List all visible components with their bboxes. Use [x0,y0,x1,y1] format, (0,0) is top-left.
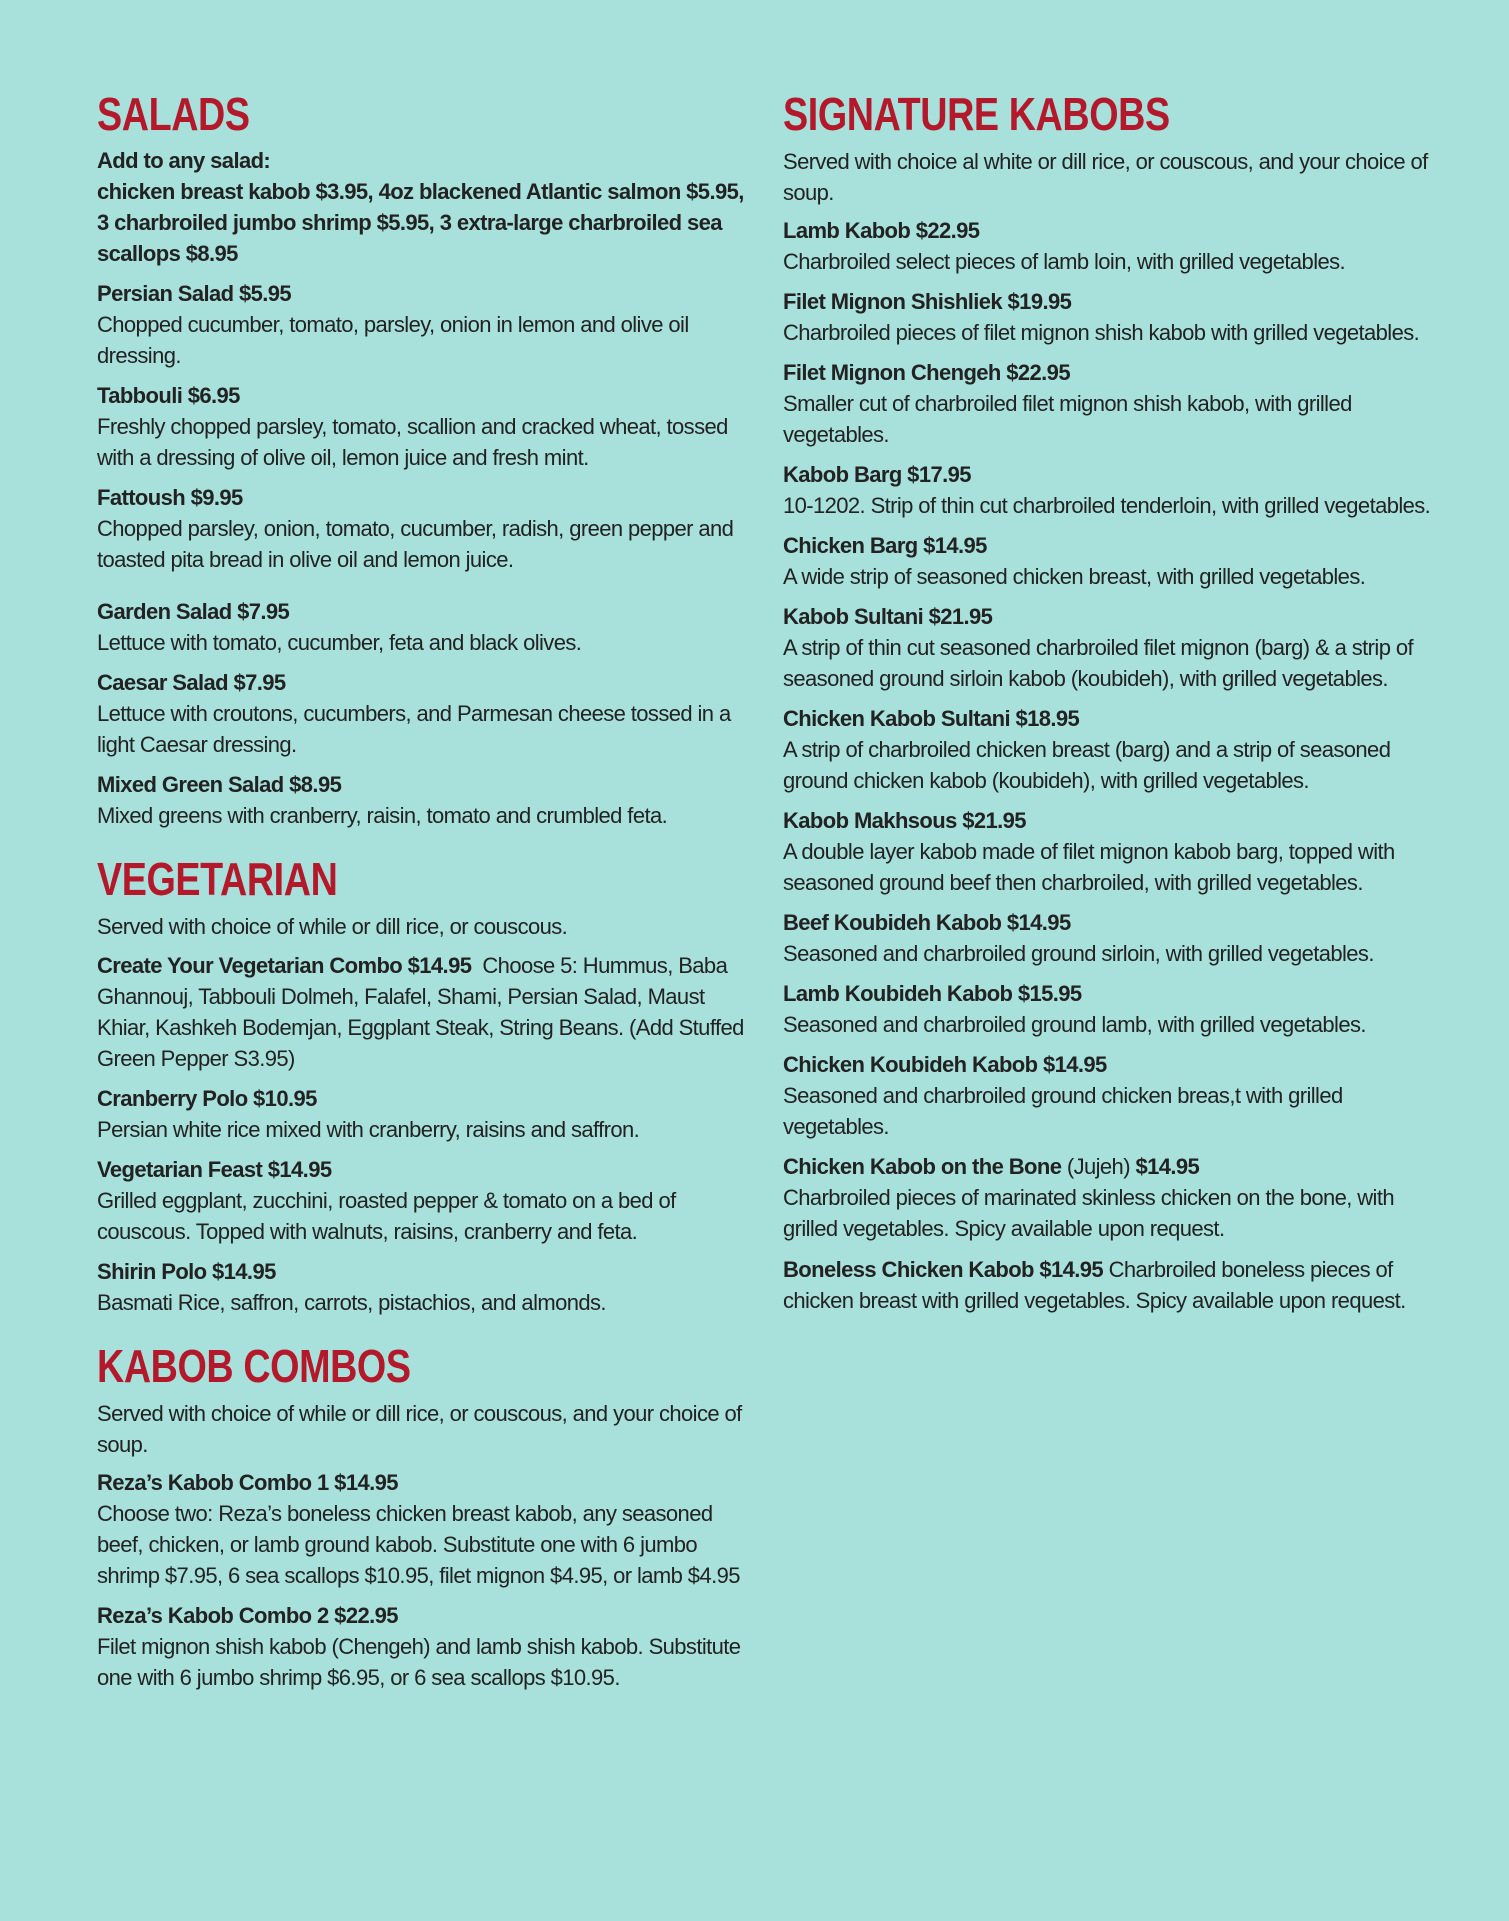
menu-item-name: Create Your Vegetarian Combo $14.95 [97,953,472,978]
menu-item-desc: Seasoned and charbroiled ground chicken breas,t with grilled vegetables. [783,1083,1343,1139]
menu-item [97,950,757,1074]
menu-item [97,1601,757,1693]
salads-section [97,88,757,831]
kabob-combos-section [97,1340,757,1693]
menu-item-name: Lamb Koubideh Kabob $15.95 [783,981,1082,1006]
menu-item [783,216,1443,277]
salad-addon [97,146,757,269]
signature-kabobs-intro: Served with choice al white or dill rice, or couscous, and your choice of soup. [783,149,1428,205]
menu-item [783,806,1443,898]
menu-item [97,483,757,575]
signature-kabobs-heading: SIGNATURE KABOBS [783,88,1170,140]
menu-item-desc: Persian white rice mixed with cranberry, raisins and saffron. [97,1117,640,1142]
menu-item-desc: Seasoned and charbroiled ground lamb, with grilled vegetables. [783,1012,1366,1037]
vegetarian-combo [97,950,757,1074]
menu-item-name: Reza’s Kabob Combo 1 $14.95 [97,1470,398,1495]
left-column [97,88,757,1715]
menu-item-name: Chicken Koubideh Kabob $14.95 [783,1052,1107,1077]
menu-item-desc: Lettuce with croutons, cucumbers, and Parmesan cheese tossed in a light Caesar dressing. [97,701,731,757]
menu-item-desc: Lettuce with tomato, cucumber, feta and black olives. [97,630,582,655]
menu-item-desc: Seasoned and charbroiled ground sirloin, with grilled vegetables. [783,941,1374,966]
salads-heading: SALADS [97,88,250,140]
vegetarian-heading: VEGETARIAN [97,853,338,905]
menu-item-desc: A wide strip of seasoned chicken breast, with grilled vegetables. [783,564,1366,589]
menu-item-name: Mixed Green Salad $8.95 [97,772,342,797]
menu-item-desc: Charbroiled pieces of marinated skinless chicken on the bone, with grilled vegetables. Spicy available upon request. [783,1185,1394,1241]
menu-item [783,704,1443,796]
menu-item [783,979,1443,1040]
boneless-kabob [783,1254,1443,1316]
menu-item [97,279,757,371]
menu-item-desc: A strip of charbroiled chicken breast (barg) and a strip of seasoned ground chicken kabob (koubideh), with grilled vegetables. [783,737,1391,793]
menu-item [97,668,757,760]
menu-item [783,602,1443,694]
menu-item-name: Caesar Salad $7.95 [97,670,286,695]
menu-item-name: Cranberry Polo $10.95 [97,1086,317,1111]
menu-item-name: Kabob Sultani $21.95 [783,604,993,629]
menu-item-desc: Choose two: Reza’s boneless chicken breast kabob, any seasoned beef, chicken, or lamb ground kabob. Substitute one with 6 jumbo shrimp $7.95, 6 sea scallops $10.95, filet mignon $4.95, or lamb $4.95 [97,1501,740,1588]
vegetarian-section [97,853,757,1318]
menu-item [783,1254,1443,1316]
menu-item [97,770,757,831]
menu-item-name: Lamb Kabob $22.95 [783,218,980,243]
menu-item-desc: Charbroiled pieces of filet mignon shish kabob with grilled vegetables. [783,320,1420,345]
vegetarian-intro: Served with choice of while or dill rice, or couscous. [97,914,568,939]
menu-item-desc: 10-1202. Strip of thin cut charbroiled tenderloin, with grilled vegetables. [783,493,1431,518]
menu-item-name: Tabbouli $6.95 [97,383,240,408]
menu-item-name-alt: (Jujeh) [1066,1154,1130,1179]
menu-item [783,908,1443,969]
menu-item [783,1152,1443,1244]
menu-item-desc: Charbroiled select pieces of lamb loin, with grilled vegetables. [783,249,1346,274]
menu-item-desc: A strip of thin cut seasoned charbroiled filet mignon (barg) & a strip of seasoned ground sirloin kabob (koubideh), with grilled vegetables. [783,635,1413,691]
menu-item-name: Shirin Polo $14.95 [97,1259,276,1284]
menu-item-desc: Choose 5: Hummus, Baba Ghannouj, Tabbouli Dolmeh, Falafel, Shami, Persian Salad, Maust Khiar, Kashkeh Bodemjan, Eggplant Steak, String Beans. (Add Stuffed Green Pepper S3.95) [97,953,744,1071]
menu-item-name: Fattoush $9.95 [97,485,243,510]
kabob-combos-heading: KABOB COMBOS [97,1340,411,1392]
menu-item-desc: A double layer kabob made of filet mignon kabob barg, topped with seasoned ground beef then charbroiled, with grilled vegetables. [783,839,1395,895]
menu-item-desc: Mixed greens with cranberry, raisin, tomato and crumbled feta. [97,803,668,828]
menu-item-name: Filet Mignon Chengeh $22.95 [783,360,1070,385]
menu-item-name: Kabob Barg $17.95 [783,462,971,487]
menu-item-name: Garden Salad $7.95 [97,599,290,624]
menu-item-name-main: Chicken Kabob on the Bone [783,1154,1062,1179]
menu-item [97,1257,757,1318]
menu-item [97,1155,757,1247]
menu-item-desc: Grilled eggplant, zucchini, roasted pepper & tomato on a bed of couscous. Topped with walnuts, raisins, cranberry and feta. [97,1188,676,1244]
menu-item [97,381,757,473]
menu-item-name: Kabob Makhsous $21.95 [783,808,1026,833]
menu-item-name [783,1152,1443,1182]
kabob-combos-intro: Served with choice of while or dill rice, or couscous, and your choice of soup. [97,1401,742,1457]
signature-kabobs-section [783,88,1443,1316]
menu-item-desc: Basmati Rice, saffron, carrots, pistachios, and almonds. [97,1290,606,1315]
menu-item-name: Boneless Chicken Kabob $14.95 [783,1257,1104,1282]
menu-item-desc: Chopped cucumber, tomato, parsley, onion in lemon and olive oil dressing. [97,312,689,368]
menu-item-desc: Freshly chopped parsley, tomato, scallion and cracked wheat, tossed with a dressing of olive oil, lemon juice and fresh mint. [97,414,728,470]
salad-addon-label: Add to any salad: [97,148,271,173]
menu-item-name: Vegetarian Feast $14.95 [97,1157,332,1182]
right-column [783,88,1443,1338]
menu-item-name: Chicken Kabob Sultani $18.95 [783,706,1080,731]
menu-item-name: Beef Koubideh Kabob $14.95 [783,910,1071,935]
menu-item [97,1084,757,1145]
menu-item [783,531,1443,592]
menu-item-desc: Smaller cut of charbroiled filet mignon shish kabob, with grilled vegetables. [783,391,1352,447]
menu-item-name: Chicken Barg $14.95 [783,533,987,558]
menu-item [783,287,1443,348]
menu-item [97,1468,757,1591]
menu-item [783,1050,1443,1142]
menu-item-desc: Chopped parsley, onion, tomato, cucumber, radish, green pepper and toasted pita bread in olive oil and lemon juice. [97,516,734,572]
menu-item [783,358,1443,450]
menu-item-name: Filet Mignon Shishliek $19.95 [783,289,1072,314]
menu-item-desc: Filet mignon shish kabob (Chengeh) and lamb shish kabob. Substitute one with 6 jumbo shrimp $6.95, or 6 sea scallops $10.95. [97,1634,741,1690]
menu-item-desc: Charbroiled boneless pieces of chicken breast with grilled vegetables. Spicy available upon request. [783,1257,1406,1313]
menu-item-price: $14.95 [1135,1154,1200,1179]
salad-addon-text: chicken breast kabob $3.95, 4oz blackened Atlantic salmon $5.95, 3 charbroiled jumbo shrimp $5.95, 3 extra-large charbroiled sea scallops $8.95 [97,179,744,266]
menu-item [783,460,1443,521]
menu-item [97,597,757,658]
menu-item-name: Persian Salad $5.95 [97,281,292,306]
menu-item-name: Reza’s Kabob Combo 2 $22.95 [97,1603,398,1628]
